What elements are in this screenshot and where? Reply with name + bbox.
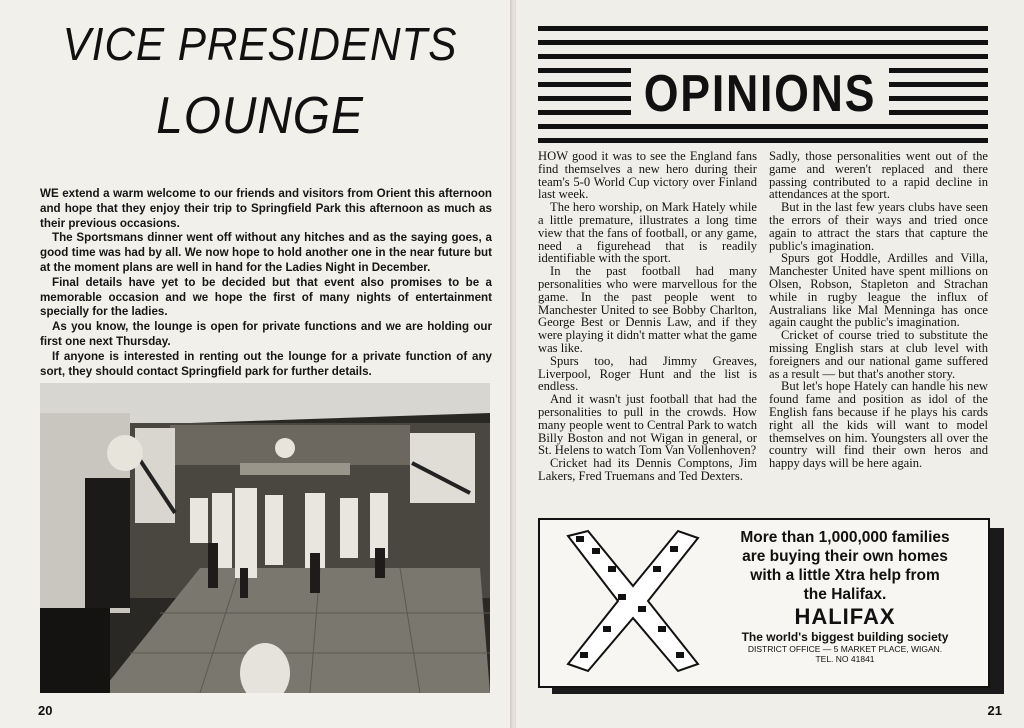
right-page	[516, 0, 1024, 728]
paragraph: As you know, the lounge is open for private functions and we are holding our first one next Thursday.	[40, 320, 492, 348]
paragraph: And it wasn't just football that had the personalities to pull in the crowds. How many people went to Central Park to watch Billy Boston and not Wigan in general, or St. Helens to watch Tom Van Vollenhoven?	[538, 392, 757, 458]
halifax-advert	[538, 518, 990, 688]
advert-headline-2: are buying their own homes	[742, 548, 948, 565]
advert-address: DISTRICT OFFICE — 5 MARKET PLACE, WIGAN.	[747, 644, 943, 654]
column-2	[769, 150, 988, 483]
paragraph: Cricket of course tried to substitute the missing English stars at club level with foreigners and our national game suffered as a result — but that's another story.	[769, 328, 988, 381]
title-line-2: LOUNGE	[156, 87, 364, 145]
paragraph: If anyone is interested in renting out the lounge for a private function of any sort, they should contact Springfield park for further details.	[40, 349, 492, 378]
lounge-photo	[40, 383, 490, 693]
article-columns	[538, 150, 988, 483]
paragraph: The Sportsmans dinner went off without any hitches and as the saying goes, a good time was had by all. We now hope to hold another one in the near future but at the moment plans are well in hand for the Ladies Night in December.	[40, 231, 492, 274]
banner-title: OPINIONS	[631, 66, 889, 122]
paragraph: Final details have yet to be decided but that event also promises to be a memorable occasion and we hope the first of many nights of entertainment specially for the ladies.	[40, 275, 492, 319]
paragraph: Sadly, those personalities went out of the game and weren't replaced and there passing contributed to a rapid decline in attendances at the sport.	[769, 149, 988, 202]
advert-text	[710, 528, 980, 664]
paragraph: Spurs got Hoddle, Ardilles and Villa, Manchester United have spent millions on Olsen, Robson, Stapleton and Strachan while in rugby league the influx of Australians like Mal Menninga has once again caught the public's imagination.	[769, 251, 988, 330]
advert-brand: HALIFAX	[794, 604, 896, 629]
advert-headline-1: More than 1,000,000 families	[740, 529, 950, 546]
advert-phone: TEL. NO 41841	[815, 654, 875, 664]
opinions-banner	[538, 26, 988, 146]
paragraph: But in the last few years clubs have seen the errors of their ways and tried once again to attract the stars that capture the public's imagination.	[769, 200, 988, 253]
advert-headline-4: the Halifax.	[803, 586, 887, 603]
column-1	[538, 150, 757, 483]
page-number: 21	[987, 703, 1002, 718]
article-body	[40, 187, 492, 379]
paragraph: Spurs too, had Jimmy Greaves, Liverpool, Roger Hunt and the list is endless.	[538, 353, 757, 394]
paragraph: HOW good it was to see the England fans find themselves a new hero during their team's 5-0 World Cup victory over Finland last week.	[538, 149, 757, 202]
paragraph: The hero worship, on Mark Hately while a little premature, illustrates a long time view that the fans of football, or any game, need a figurehead that is readily identifiable with the sport.	[538, 200, 757, 266]
advert-headline-3: with a little Xtra help from	[750, 567, 940, 584]
title-line-1: VICE PRESIDENTS	[62, 18, 458, 70]
lounge-photo-image	[40, 383, 490, 693]
x-houses-logo-icon	[558, 526, 708, 676]
page-title	[58, 18, 463, 145]
advert-tagline: The world's biggest building society	[741, 630, 949, 644]
paragraph: In the past football had many personalities who were marvellous for the game. In the past people went to Manchester United to see Bobby Charlton, George Best or Dennis Law, and if they were playing it didn't matter what the game was like.	[538, 264, 757, 355]
paragraph: Cricket had its Dennis Comptons, Jim Lakers, Fred Truemans and Ted Dexters.	[538, 456, 757, 483]
page-number: 20	[38, 703, 53, 718]
paragraph: WE extend a warm welcome to our friends and visitors from Orient this afternoon and hope that they enjoy their trip to Springfield Park this afternoon as much as their previous occasions.	[40, 187, 492, 230]
paragraph: But let's hope Hately can handle his new found fame and position as idol of the English fans because if he plays his cards right all the kids will want to model themselves on him. Youngsters all over the country will find their own heros and happy days will be here again.	[769, 379, 988, 471]
